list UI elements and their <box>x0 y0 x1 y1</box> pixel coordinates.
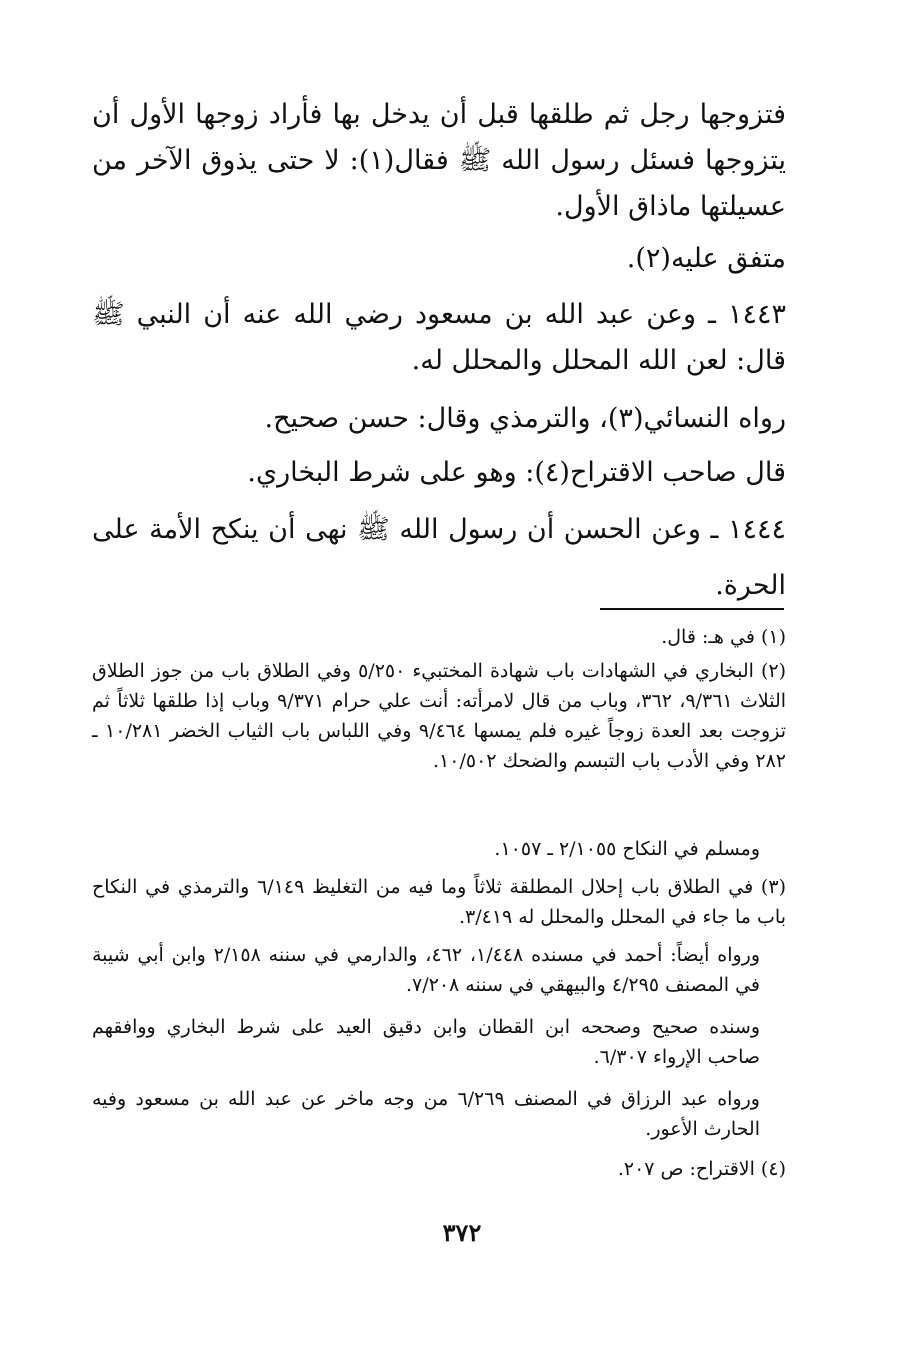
footnote-1: (١) في هـ: قال. <box>661 626 786 648</box>
paragraph-narrated-nasai: رواه النسائي(٣)، والترمذي وقال: حسن صحيح. <box>264 403 786 434</box>
paragraph-hadith-1443: ١٤٤٣ ـ وعن عبد الله بن مسعود رضي الله عنه أن النبي ﷺ قال: لعن الله المحلل والمحلل له. <box>92 299 786 376</box>
footnote-separator <box>600 608 784 610</box>
main-text-2 <box>92 236 786 282</box>
page-number: ٣٧٢ <box>442 1218 482 1247</box>
footnote-2b-wrap <box>92 834 786 864</box>
footnote-3d-wrap <box>92 1084 786 1144</box>
footnote-3: (٣) في الطلاق باب إحلال المطلقة ثلاثاً وما فيه من التغليظ ٦/١٤٩ والترمذي في النكاح باب ما جاء في المحلل والمحلل له ٣/٤١٩. <box>92 876 786 928</box>
footnote-4: (٤) الاقتراح: ص ٢٠٧. <box>617 1158 786 1180</box>
main-text <box>92 92 786 230</box>
footnote-3-abdulrazzaq: ورواه عبد الرزاق في المصنف ٦/٢٦٩ من وجه ماخر عن عبد الله بن مسعود وفيه الحارث الأعور. <box>92 1088 760 1140</box>
main-text-4 <box>92 396 786 442</box>
main-text-3 <box>92 292 786 384</box>
footnote-3-narrations: ورواه أيضاً: أحمد في مسنده ١/٤٤٨، ٤٦٢، والدارمي في سننه ٢/١٥٨ وابن أبي شيبة في المصنف ٤/٢٩٥ والبيهقي في سننه ٧/٢٠٨. <box>92 944 760 996</box>
paragraph-agreed-upon: متفق عليه(٢). <box>626 243 786 274</box>
main-text-6 <box>92 502 786 614</box>
footnote-3c-wrap <box>92 1012 786 1072</box>
main-text-5 <box>92 450 786 496</box>
paragraph-hadith-continuation: فتزوجها رجل ثم طلقها قبل أن يدخل بها فأراد زوجها الأول أن يتزوجها فسئل رسول الله ﷺ فقال(١): لا حتى يذوق الآخر من عسيلتها ماذاق الأول. <box>92 99 786 222</box>
footnote-2-continuation: ومسلم في النكاح ٢/١٠٥٥ ـ ١٠٥٧. <box>494 838 760 860</box>
paragraph-hadith-1444: ١٤٤٤ ـ وعن الحسن أن رسول الله ﷺ نهى أن ينكح الأمة على الحرة. <box>92 514 786 601</box>
footnote-3b-wrap <box>92 940 786 1000</box>
footnote-2: (٢) البخاري في الشهادات باب شهادة المختبيء ٥/٢٥٠ وفي الطلاق باب من جوز الطلاق الثلاث ٩/٣٦١، ٣٦٢، وباب من قال لامرأته: أنت علي حرام ٩/٣٧١ وباب إذا طلقها ثلاثاً ثم تزوجت بعد العدة زوجاً غيره فلم يمسها ٩/٤٦٤ وفي اللباس باب الثياب الخضر ١٠/٢٨١ ـ ٢٨٢ وفي الأدب باب التبسم والضحك ١٠/٥٠٢. <box>92 660 787 772</box>
paragraph-iqtirah: قال صاحب الاقتراح(٤): وهو على شرط البخاري. <box>247 457 786 488</box>
footnote-3-isnad: وسنده صحيح وصححه ابن القطان وابن دقيق العيد على شرط البخاري ووافقهم صاحب الإرواء ٦/٣٠٧. <box>92 1016 760 1068</box>
